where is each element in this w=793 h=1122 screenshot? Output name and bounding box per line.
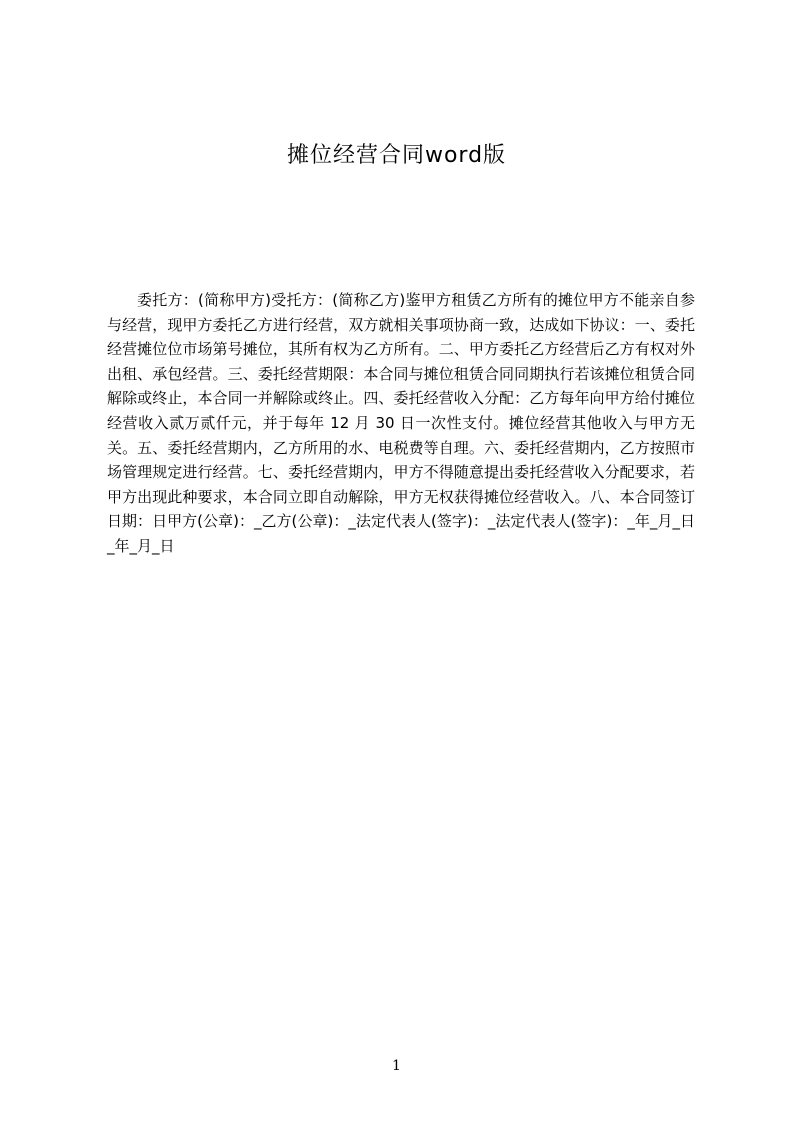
page-number: 1: [392, 1058, 401, 1074]
contract-body-text: 委托方：(简称甲方)受托方：(简称乙方)鉴甲方租赁乙方所有的摊位甲方不能亲自参与经营，现甲方委托乙方进行经营，双方就相关事项协商一致，达成如下协议：一、委托经营摊位位市场第号摊位，其所有权为乙方所有。二、甲方委托乙方经营后乙方有权对外出租、承包经营。三、委托经营期限：本合同与摊位租赁合同同期执行若该摊位租赁合同解除或终止，本合同一并解除或终止。四、委托经营收入分配：乙方每年向甲方给付摊位经营收入贰万贰仟元，并于每年 12 月 30 日一次性支付。摊位经营其他收入与甲方无关。五、委托经营期内，乙方所用的水、电税费等自理。六、委托经营期内，乙方按照市场管理规定进行经营。七、委托经营期内，甲方不得随意提出委托经营收入分配要求，若甲方出现此种要求，本合同立即自动解除，甲方无权获得摊位经营收入。八、本合同签订日期：日甲方(公章)：_乙方(公章)：_法定代表人(签字)：_法定代表人(签字)：_年_月_日_年_月_日: [107, 291, 695, 555]
document-title: 摊位经营合同word版: [286, 143, 507, 168]
